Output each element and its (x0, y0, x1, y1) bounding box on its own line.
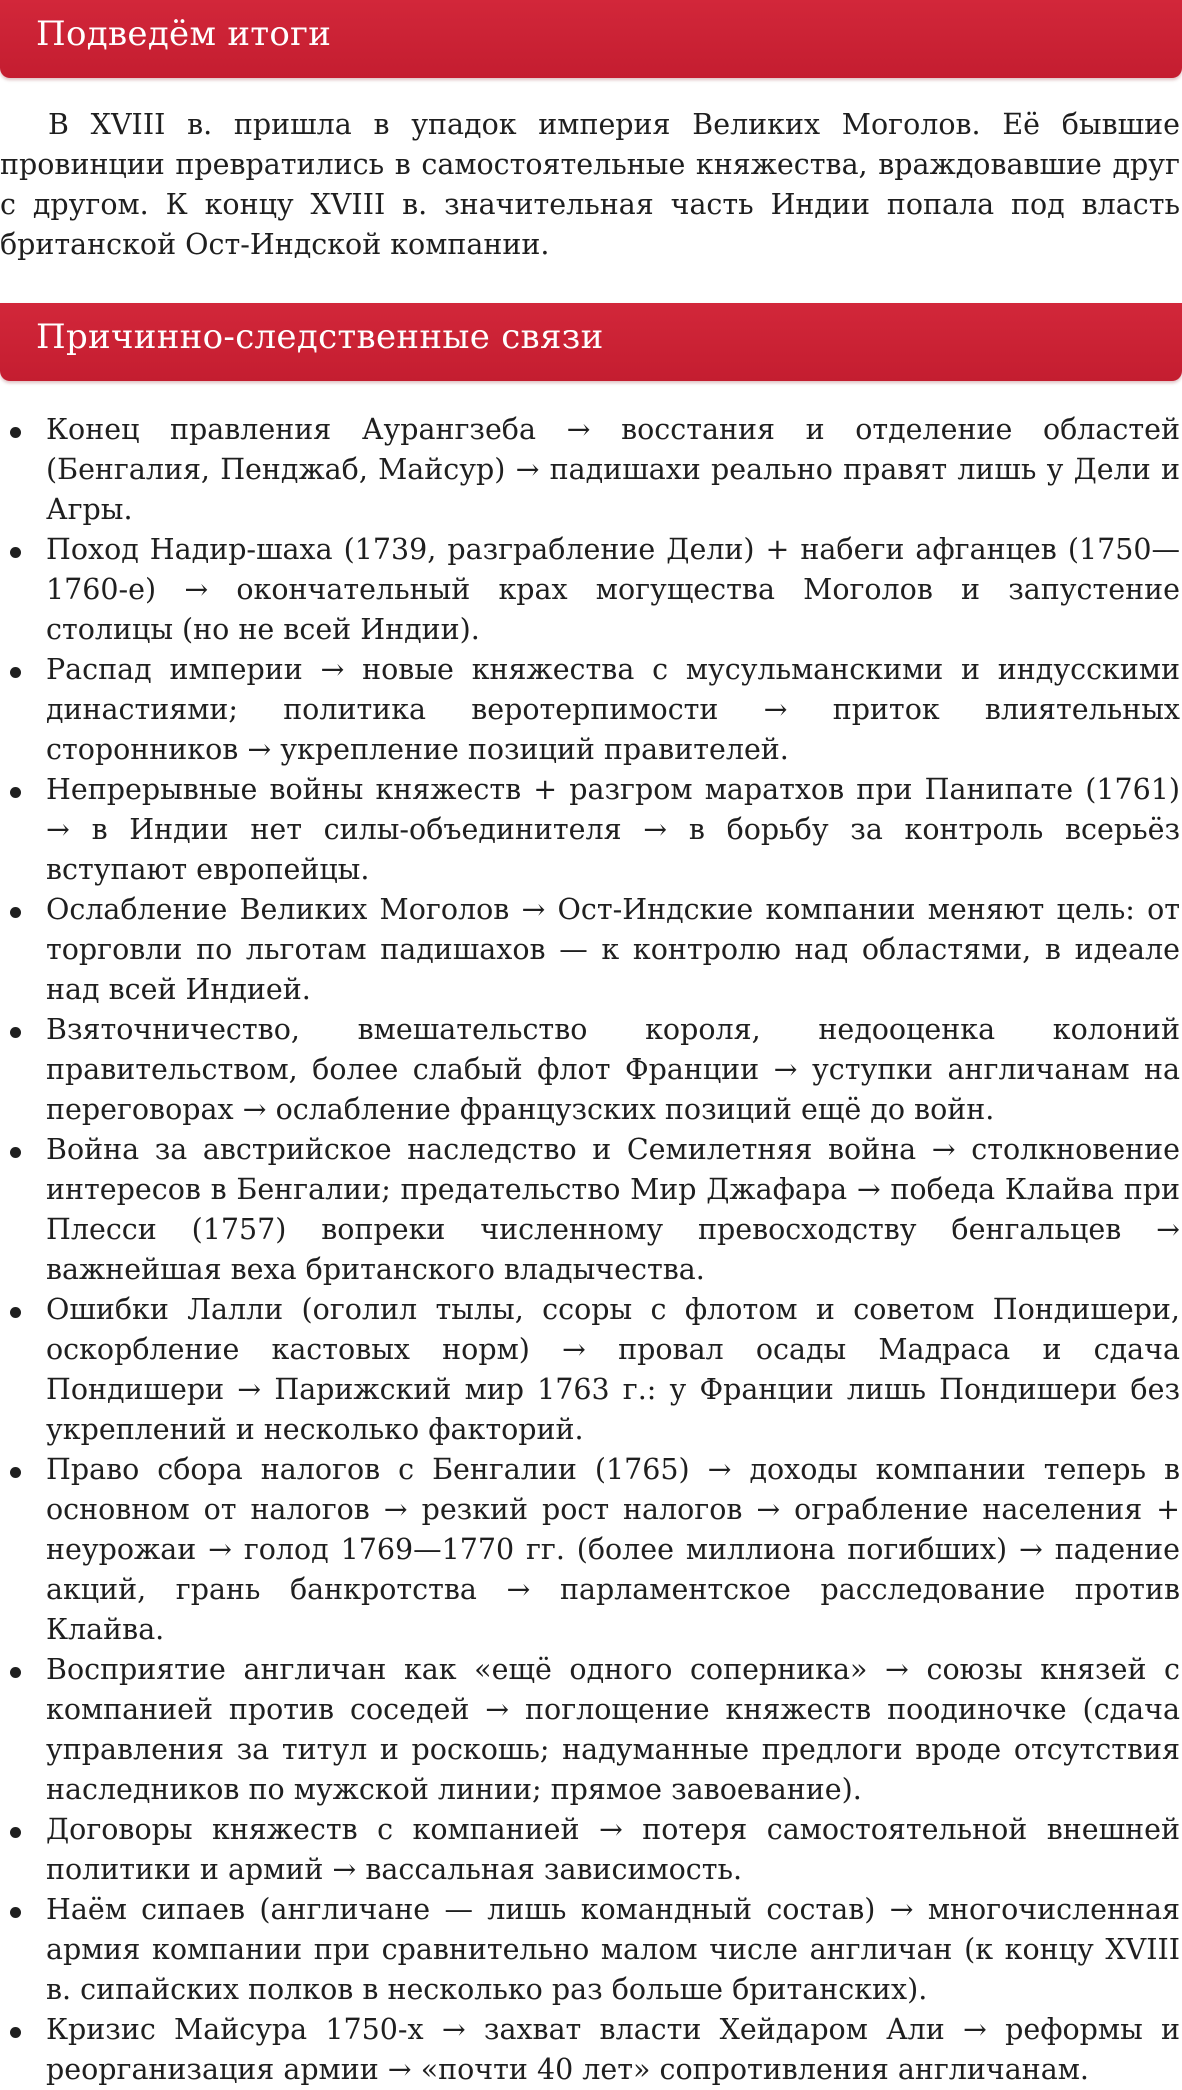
list-item (0, 1650, 1180, 1810)
list-item-text: Ослабление Великих Моголов → Ост-Индские компании меняют цель: от торговли по льготам падишахов — к контролю над областями, в идеале над всей Индией. (46, 893, 1180, 1006)
causes-banner (0, 303, 1182, 381)
list-item-text: Кризис Майсура 1750-х → захват власти Хейдаром Али → реформы и реорганизация армии → «почти 40 лет» сопротивления англичанам. (46, 2013, 1180, 2086)
bullet-icon (10, 1467, 21, 1478)
bullet-icon (10, 2027, 21, 2038)
bullet-icon (10, 1667, 21, 1678)
list-item-text: Договоры княжеств с компанией → потеря самостоятельной внешней политики и армий → вассальная зависимость. (46, 1813, 1180, 1886)
summary-heading: Подведём итоги (36, 14, 332, 54)
list-item-text: Взяточничество, вмешательство короля, недооценка колоний правительством, более слабый флот Франции → уступки англичанам на переговорах → ослабление французских позиций ещё до войн. (46, 1013, 1180, 1126)
summary-paragraph: В XVIII в. пришла в упадок империя Великих Моголов. Её бывшие провинции превратились в самостоятельные княжества, враждовавшие друг с другом. К концу XVIII в. значительная часть Индии попала под власть британской Ост-Индской компании. (0, 108, 1180, 261)
list-item (0, 1010, 1180, 1130)
list-item (0, 770, 1180, 890)
list-item-text: Наём сипаев (англичане — лишь командный состав) → многочисленная армия компании при сравнительно малом числе англичан (к концу XVIII в. сипайских полков в несколько раз больше британских). (46, 1893, 1180, 2006)
list-item-text: Поход Надир-шаха (1739, разграбление Дели) + набеги афганцев (1750—1760-е) → окончательный крах могущества Моголов и запустение столицы (но не всей Индии). (46, 533, 1180, 646)
bullet-icon (10, 1147, 21, 1158)
list-item-text: Право сбора налогов с Бенгалии (1765) → доходы компании теперь в основном от налогов → резкий рост налогов → ограбление населения + неурожаи → голод 1769—1770 гг. (более миллиона погибших) → падение акций, грань банкротства → парламентское расследование против Клайва. (46, 1453, 1180, 1646)
list-item (0, 650, 1180, 770)
list-item (0, 1810, 1180, 1890)
bullet-icon (10, 787, 21, 798)
bullet-icon (10, 547, 21, 558)
list-item (0, 2010, 1180, 2090)
list-item-text: Ошибки Лалли (оголил тылы, ссоры с флотом и советом Пондишери, оскорбление кастовых норм) → провал осады Мадраса и сдача Пондишери → Парижский мир 1763 г.: у Франции лишь Пондишери без укреплений и несколько факторий. (46, 1293, 1180, 1446)
list-item-text: Конец правления Аурангзеба → восстания и отделение областей (Бенгалия, Пенджаб, Майсур) → падишахи реально правят лишь у Дели и Агры. (46, 413, 1180, 526)
list-item (0, 1890, 1180, 2010)
bullet-icon (10, 427, 21, 438)
list-item-text: Восприятие англичан как «ещё одного соперника» → союзы князей с компанией против соседей → поглощение княжеств поодиночке (сдача управления за титул и роскошь; надуманные предлоги вроде отсутствия наследников по мужской линии; прямое завоевание). (46, 1653, 1180, 1806)
bullet-icon (10, 907, 21, 918)
list-item (0, 1130, 1180, 1290)
list-item (0, 1450, 1180, 1650)
bullet-icon (10, 1827, 21, 1838)
bullet-icon (10, 667, 21, 678)
bullet-icon (10, 1907, 21, 1918)
bullet-icon (10, 1307, 21, 1318)
list-item-text: Непрерывные войны княжеств + разгром маратхов при Панипате (1761) → в Индии нет силы-объединителя → в борьбу за контроль всерьёз вступают европейцы. (46, 773, 1180, 886)
summary-banner (0, 0, 1182, 78)
list-item (0, 410, 1180, 530)
list-item (0, 530, 1180, 650)
bullet-icon (10, 1027, 21, 1038)
causes-heading: Причинно-следственные связи (36, 317, 604, 357)
list-item-text: Война за австрийское наследство и Семилетняя война → столкновение интересов в Бенгалии; предательство Мир Джафара → победа Клайва при Плесси (1757) вопреки численному превосходству бенгальцев → важнейшая веха британского владычества. (46, 1133, 1180, 1286)
list-item (0, 1290, 1180, 1450)
list-item-text: Распад империи → новые княжества с мусульманскими и индусскими династиями; политика веротерпимости → приток влиятельных сторонников → укрепление позиций правителей. (46, 653, 1180, 766)
list-item (0, 890, 1180, 1010)
cause-effect-list (0, 410, 1180, 2090)
